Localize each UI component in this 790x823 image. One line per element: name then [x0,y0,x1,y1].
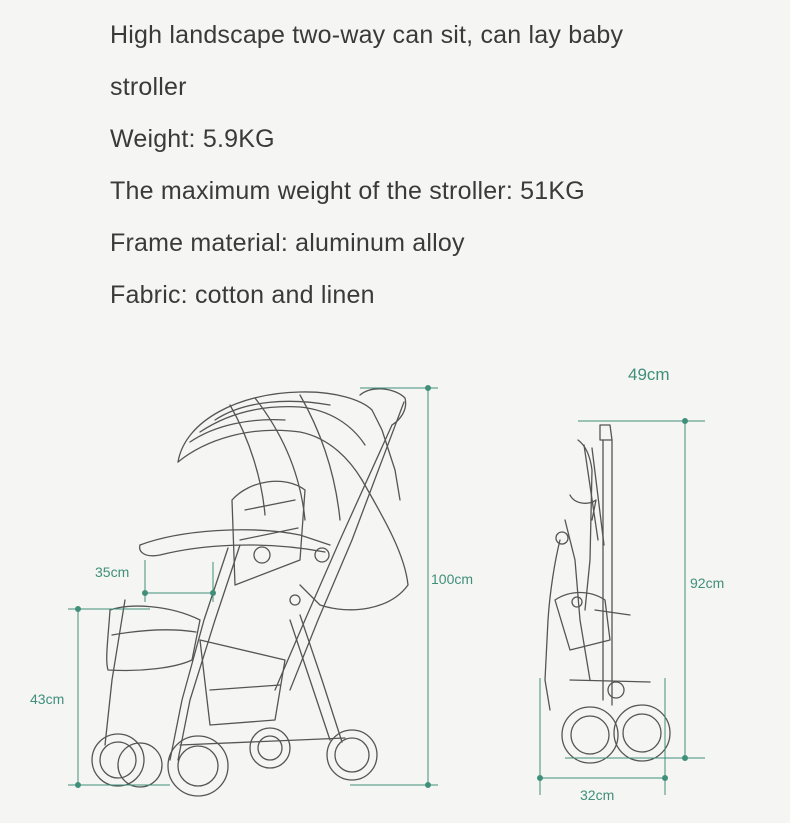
spec-title-line2: stroller [110,73,187,101]
folded-width-label: 49cm [628,365,670,384]
folded-height-dimension [565,419,705,761]
seat-height-label: 43cm [30,691,65,707]
folded-height-label: 92cm [690,575,725,591]
folded-depth-label: 32cm [580,787,615,803]
seat-depth-label: 35cm [95,564,130,580]
open-height-dimension [350,386,438,788]
spec-max-weight: The maximum weight of the stroller: 51KG [110,177,585,205]
spec-frame-material: Frame material: aluminum alloy [110,229,465,257]
folded-stroller-illustration [545,425,670,763]
spec-title-line1: High landscape two-way can sit, can lay baby [110,21,624,49]
open-stroller-illustration [92,389,408,796]
spec-weight: Weight: 5.9KG [110,125,275,153]
seat-depth-dimension [143,560,216,602]
open-height-label: 100cm [431,571,474,587]
spec-fabric: Fabric: cotton and linen [110,281,375,309]
canopy-outline [178,392,400,500]
